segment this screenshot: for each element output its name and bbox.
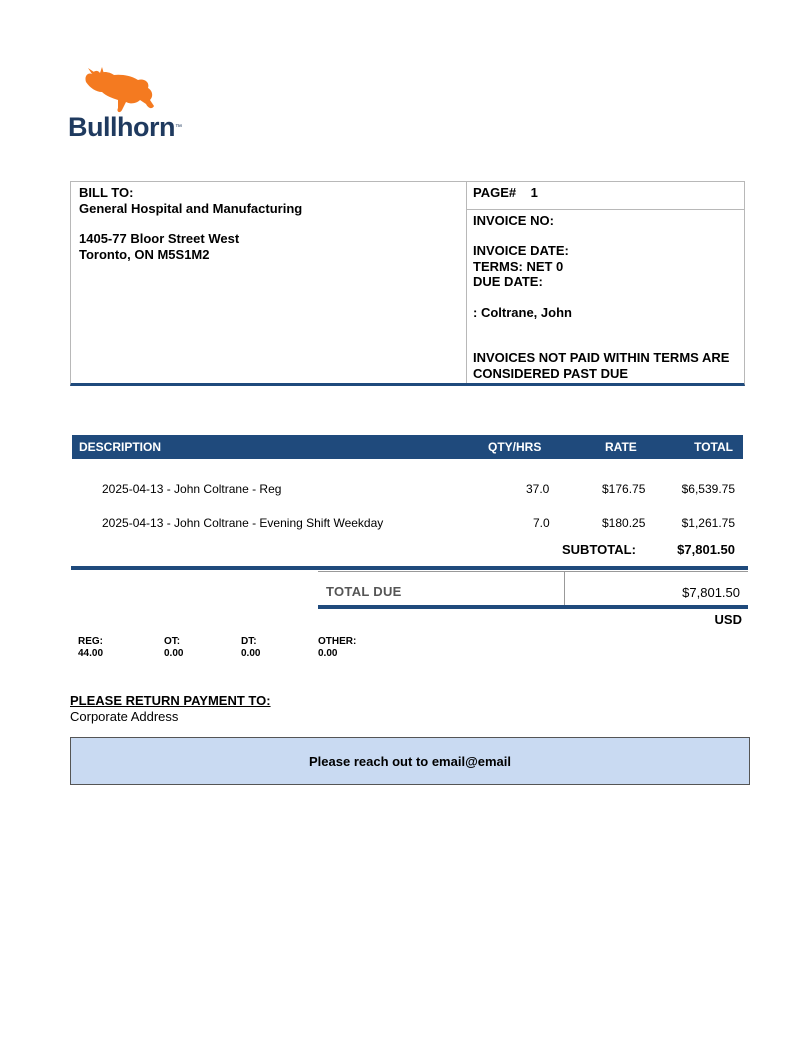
past-due-notice-line2: CONSIDERED PAST DUE [473, 366, 629, 381]
return-payment-heading: PLEASE RETURN PAYMENT TO: [70, 693, 271, 708]
contact-banner [70, 737, 750, 785]
header-qty: QTY/HRS [488, 440, 542, 454]
page-number: 1 [530, 185, 538, 200]
bullhorn-logo [68, 66, 188, 146]
header-rate: RATE [605, 440, 637, 454]
box-divider [466, 182, 467, 383]
row-2-total: $1,261.75 [681, 516, 735, 530]
header-total: TOTAL [694, 440, 733, 454]
hours-other: OTHER: 0.00 [318, 636, 357, 659]
bill-to-address-line2: Toronto, ON M5S1M2 [79, 247, 210, 262]
total-due-box [318, 571, 748, 607]
page-number-label: PAGE# 1 [473, 185, 538, 200]
hours-dt: DT: 0.00 [241, 636, 261, 659]
hours-reg: REG: 44.00 [78, 636, 104, 659]
total-due-label: TOTAL DUE [326, 584, 402, 599]
page-row-divider [466, 209, 744, 210]
currency-label: USD [714, 612, 742, 627]
subtotal-rule [71, 566, 748, 570]
due-date-label: DUE DATE: [473, 274, 543, 289]
total-due-bottom-rule [318, 605, 748, 609]
subtotal-label: SUBTOTAL: [562, 542, 636, 557]
corporate-address: Corporate Address [70, 709, 179, 724]
bill-to-address-line1: 1405-77 Bloor Street West [79, 231, 240, 246]
contact-note: Please reach out to email@email [309, 753, 511, 769]
terms-label: TERMS: NET 0 [473, 259, 564, 274]
line-items-header [72, 435, 743, 459]
bill-to-label: BILL TO: [79, 185, 134, 200]
total-due-top-border [318, 571, 748, 572]
past-due-notice-line1: INVOICES NOT PAID WITHIN TERMS ARE [473, 350, 730, 365]
bill-to-company: General Hospital and Manufacturing [79, 201, 303, 216]
bull-icon [82, 66, 162, 116]
total-due-divider [564, 571, 565, 607]
row-1-rate: $176.75 [602, 482, 646, 496]
logo-wordmark: Bullhorn™ [68, 112, 182, 142]
invoice-no-label: INVOICE NO: [473, 213, 554, 228]
contact-name: : Coltrane, John [473, 305, 572, 320]
row-1-description: 2025-04-13 - John Coltrane - Reg [102, 482, 282, 496]
hours-ot: OT: 0.00 [164, 636, 184, 659]
invoice-date-label: INVOICE DATE: [473, 243, 569, 258]
row-1-total: $6,539.75 [681, 482, 735, 496]
row-2-rate: $180.25 [602, 516, 646, 530]
bill-to-box [70, 181, 745, 386]
row-1-qty: 37.0 [526, 482, 550, 496]
total-due-value: $7,801.50 [682, 585, 740, 600]
subtotal-value: $7,801.50 [677, 542, 735, 557]
row-2-description: 2025-04-13 - John Coltrane - Evening Shift Weekday [102, 516, 384, 530]
header-description: DESCRIPTION [79, 440, 162, 454]
row-2-qty: 7.0 [533, 516, 550, 530]
